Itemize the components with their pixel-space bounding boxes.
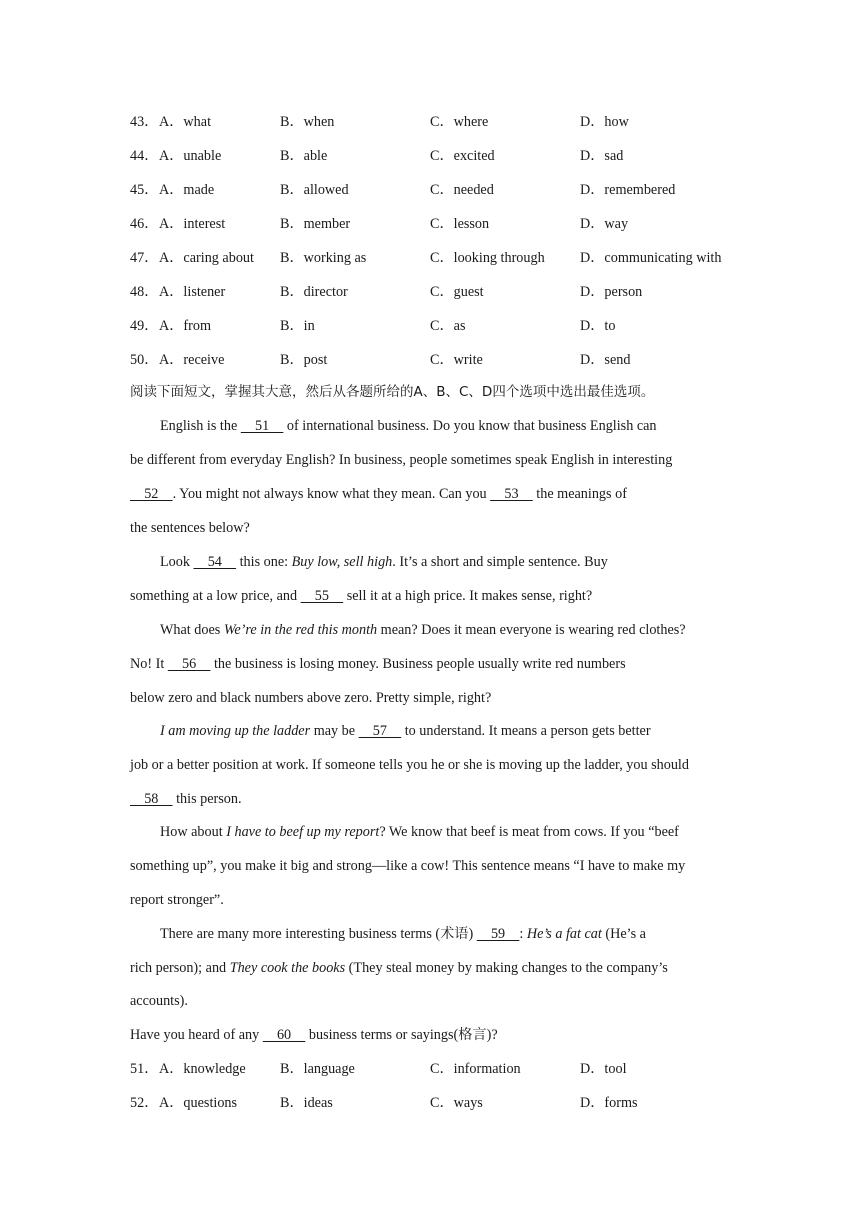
option-b: B．member — [280, 216, 351, 232]
passage-line: What does We’re in the red this month mean? Does it mean everyone is wearing red clothes? — [160, 622, 686, 638]
passage-line: 58 this person. — [130, 791, 242, 807]
option-a: A．knowledge — [159, 1061, 246, 1077]
blank-54[interactable]: 54 — [193, 554, 237, 570]
passage-line: English is the 51 of international business. Do you know that business English can — [160, 418, 657, 434]
passage-line: rich person); and They cook the books (They steal money by making changes to the company’s — [130, 960, 668, 976]
passage-line: below zero and black numbers above zero. Pretty simple, right? — [130, 690, 492, 706]
option-c: C．needed — [430, 182, 494, 198]
option-b: B．director — [280, 284, 348, 300]
option-a: A．interest — [159, 216, 226, 232]
option-a: A．listener — [159, 284, 226, 300]
option-d: D．how — [580, 114, 629, 130]
passage-line: job or a better position at work. If someone tells you he or she is moving up the ladder, you should — [130, 757, 689, 773]
passage-line: How about I have to beef up my report? We know that beef is meat from cows. If you “beef — [160, 824, 679, 840]
option-c: C．write — [430, 352, 483, 368]
passage-line: accounts). — [130, 993, 188, 1009]
option-c: C．ways — [430, 1095, 483, 1111]
option-a: A．unable — [159, 148, 222, 164]
passage-line: Have you heard of any 60 business terms or sayings(格言)? — [130, 1027, 498, 1043]
option-d: D．way — [580, 216, 629, 232]
option-a: A．what — [159, 114, 212, 130]
blank-58[interactable]: 58 — [130, 791, 173, 807]
option-b: B．allowed — [280, 182, 349, 198]
option-b: B．post — [280, 352, 328, 368]
option-d: D．communicating with — [580, 250, 722, 266]
blank-57[interactable]: 57 — [358, 723, 402, 739]
option-b: B．able — [280, 148, 328, 164]
blank-52[interactable]: 52 — [130, 486, 173, 502]
option-d: D．remembered — [580, 182, 676, 198]
option-b: B．language — [280, 1061, 355, 1077]
option-b: B．working as — [280, 250, 367, 266]
section-instruction: 阅读下面短文，掌握其大意，然后从各题所给的A、B、C、D四个选项中选出最佳选项。 — [130, 384, 655, 400]
question-number: 48． — [130, 284, 159, 300]
option-d: D．tool — [580, 1061, 627, 1077]
question-number: 45． — [130, 182, 159, 198]
option-a: A．caring about — [159, 250, 254, 266]
option-b: B．when — [280, 114, 335, 130]
option-d: D．to — [580, 318, 616, 334]
option-c: C．looking through — [430, 250, 545, 266]
question-number: 47． — [130, 250, 159, 266]
passage-line: I am moving up the ladder may be 57 to understand. It means a person gets better — [160, 723, 651, 739]
question-number: 51． — [130, 1061, 159, 1077]
option-d: D．sad — [580, 148, 624, 164]
option-c: C．guest — [430, 284, 484, 300]
passage-line: be different from everyday English? In business, people sometimes speak English in interesting — [130, 452, 673, 468]
passage-line: There are many more interesting business terms (术语) 59 : He’s a fat cat (He’s a — [160, 926, 646, 942]
passage-line: the sentences below? — [130, 520, 250, 536]
option-a: A．from — [159, 318, 212, 334]
blank-55[interactable]: 55 — [300, 588, 344, 604]
question-number: 50． — [130, 352, 159, 368]
passage-line: something up”, you make it big and strong—like a cow! This sentence means “I have to make my — [130, 858, 686, 874]
question-number: 44． — [130, 148, 159, 164]
option-a: A．receive — [159, 352, 225, 368]
option-b: B．ideas — [280, 1095, 333, 1111]
option-d: D．forms — [580, 1095, 638, 1111]
passage-line: report stronger”. — [130, 892, 224, 908]
option-c: C．information — [430, 1061, 521, 1077]
option-a: A．questions — [159, 1095, 238, 1111]
question-number: 46． — [130, 216, 159, 232]
blank-51[interactable]: 51 — [240, 418, 284, 434]
blank-53[interactable]: 53 — [490, 486, 533, 502]
blank-59[interactable]: 59 — [476, 926, 520, 942]
passage-line: 52 . You might not always know what they mean. Can you 53 the meanings of — [130, 486, 627, 502]
option-a: 43． — [130, 114, 159, 130]
blank-56[interactable]: 56 — [167, 656, 211, 672]
option-a: A．made — [159, 182, 215, 198]
passage-line: something at a low price, and 55 sell it at a high price. It makes sense, right? — [130, 588, 593, 604]
option-c: C．lesson — [430, 216, 490, 232]
question-number: 52． — [130, 1095, 159, 1111]
option-c: C．as — [430, 318, 466, 334]
passage-line: No! It 56 the business is losing money. Business people usually write red numbers — [130, 656, 626, 672]
question-number: 49． — [130, 318, 159, 334]
option-c: C．where — [430, 114, 489, 130]
option-d: D．person — [580, 284, 643, 300]
option-c: C．excited — [430, 148, 495, 164]
passage-line: Look 54 this one: Buy low, sell high. It’s a short and simple sentence. Buy — [160, 554, 608, 570]
option-b: B．in — [280, 318, 315, 334]
blank-60[interactable]: 60 — [262, 1027, 306, 1043]
option-d: D．send — [580, 352, 631, 368]
